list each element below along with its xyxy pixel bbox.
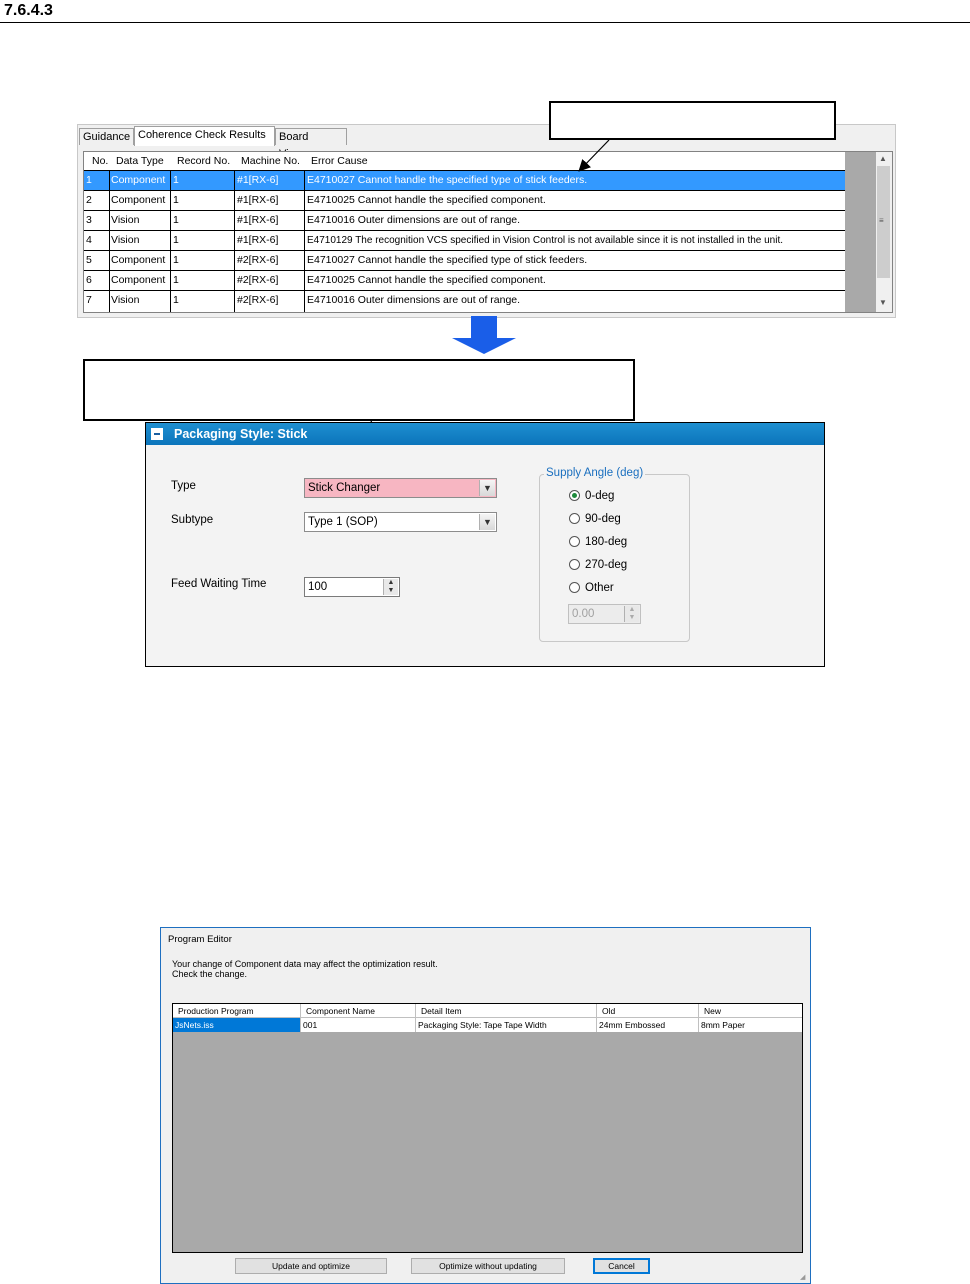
column-header-old[interactable]: Old xyxy=(597,1004,699,1018)
cell-machine-no: #1[RX-6] xyxy=(237,214,279,226)
cell-data-type: Component xyxy=(111,254,166,266)
radio-selected-icon[interactable] xyxy=(569,490,580,501)
cell-no: 3 xyxy=(86,214,92,226)
cell-error-cause: E4710027 Cannot handle the specified type of stick feeders. xyxy=(307,254,588,266)
down-arrow-icon xyxy=(452,316,516,354)
cell-error-cause: E4710016 Outer dimensions are out of range. xyxy=(307,294,521,306)
cell-data-type: Vision xyxy=(111,294,140,306)
supply-angle-legend: Supply Angle (deg) xyxy=(546,467,644,479)
radio-other[interactable]: Other xyxy=(569,582,614,594)
cell-machine-no: #2[RX-6] xyxy=(237,274,279,286)
type-value: Stick Changer xyxy=(308,482,381,494)
cell-detail-item[interactable]: Packaging Style: Tape Tape Width xyxy=(416,1018,597,1032)
radio-icon[interactable] xyxy=(569,513,580,524)
collapse-icon[interactable] xyxy=(151,428,163,440)
scroll-up-icon[interactable]: ▲ xyxy=(879,154,887,163)
chevron-down-icon[interactable]: ▼ xyxy=(479,514,495,530)
packaging-header xyxy=(146,423,824,445)
chevron-down-icon[interactable]: ▼ xyxy=(479,480,495,496)
cell-machine-no: #1[RX-6] xyxy=(237,174,279,186)
tab-board-viewer[interactable]: Board xyxy=(275,128,347,145)
feed-waiting-time-label: Feed Waiting Time xyxy=(171,578,267,590)
scroll-down-icon[interactable]: ▼ xyxy=(879,298,887,307)
update-and-optimize-button[interactable]: Update and optimize xyxy=(235,1258,387,1274)
cell-no: 4 xyxy=(86,234,92,246)
other-angle-value: 0.00 xyxy=(572,608,595,620)
subtype-label: Subtype xyxy=(171,514,214,526)
cell-no: 7 xyxy=(86,294,92,306)
column-header-machine-no[interactable]: Machine No. xyxy=(241,155,300,167)
cell-machine-no: #1[RX-6] xyxy=(237,194,279,206)
other-angle-stepper[interactable] xyxy=(568,604,641,624)
cell-data-type: Vision xyxy=(111,214,140,226)
type-label: Type xyxy=(171,480,196,492)
cell-record-no: 1 xyxy=(173,214,179,226)
column-header-record-no[interactable]: Record No. xyxy=(177,155,231,167)
tab-guidance[interactable]: Guidance xyxy=(79,128,134,145)
cell-old[interactable]: 24mm Embossed xyxy=(597,1018,699,1032)
program-editor-title: Program Editor xyxy=(168,934,232,945)
spin-arrows-icon[interactable]: ▲ ▼ xyxy=(624,606,639,622)
cell-no: 1 xyxy=(86,174,92,186)
cell-no: 2 xyxy=(86,194,92,206)
column-header-detail-item[interactable]: Detail Item xyxy=(416,1004,597,1018)
tab-coherence-check-results[interactable]: Coherence Check Results xyxy=(134,126,275,146)
radio-icon[interactable] xyxy=(569,536,580,547)
column-header-error-cause[interactable]: Error Cause xyxy=(311,155,368,167)
radio-icon[interactable] xyxy=(569,559,580,570)
cell-no: 6 xyxy=(86,274,92,286)
column-header-new[interactable]: New xyxy=(699,1004,802,1018)
cell-record-no: 1 xyxy=(173,234,179,246)
type-dropdown[interactable] xyxy=(304,478,497,498)
cell-record-no: 1 xyxy=(173,294,179,306)
resize-grip-icon[interactable]: ◢ xyxy=(800,1274,806,1281)
radio-180-deg[interactable]: 180-deg xyxy=(569,536,627,548)
cell-record-no: 1 xyxy=(173,194,179,206)
column-header-production-program[interactable]: Production Program xyxy=(173,1004,301,1018)
cell-error-cause: E4710025 Cannot handle the specified component. xyxy=(307,274,546,286)
cell-data-type: Component xyxy=(111,174,166,186)
cell-error-cause: E4710016 Outer dimensions are out of range. xyxy=(307,214,521,226)
cell-machine-no: #2[RX-6] xyxy=(237,254,279,266)
cell-record-no: 1 xyxy=(173,174,179,186)
cell-data-type: Vision xyxy=(111,234,140,246)
feed-waiting-time-stepper[interactable] xyxy=(304,577,400,597)
subtype-dropdown[interactable] xyxy=(304,512,497,532)
subtype-value: Type 1 (SOP) xyxy=(308,516,378,528)
radio-90-deg[interactable]: 90-deg xyxy=(569,513,621,525)
cell-error-cause: E4710129 The recognition VCS specified in Vision Control is not available since it is not installed in the unit. xyxy=(307,235,784,246)
section-number: 7.6.4.3 xyxy=(4,2,53,19)
cell-no: 5 xyxy=(86,254,92,266)
cell-production-program[interactable]: JsNets.iss xyxy=(173,1018,301,1032)
column-header-no[interactable]: No. xyxy=(92,155,109,167)
cell-data-type: Component xyxy=(111,274,166,286)
cell-new[interactable]: 8mm Paper xyxy=(699,1018,802,1032)
change-warning-message: Your change of Component data may affect the optimization result. Check the change. xyxy=(172,959,438,979)
column-header-data-type[interactable]: Data Type xyxy=(116,155,164,167)
program-editor-window xyxy=(160,927,811,1284)
cell-component-name[interactable]: 001 xyxy=(301,1018,416,1032)
spin-arrows-icon[interactable]: ▲ ▼ xyxy=(383,579,398,595)
optimize-without-updating-button[interactable]: Optimize without updating xyxy=(411,1258,565,1274)
feed-waiting-time-value: 100 xyxy=(308,581,328,593)
packaging-title: Packaging Style: Stick xyxy=(174,427,308,441)
cell-record-no: 1 xyxy=(173,254,179,266)
change-list-grid xyxy=(172,1003,803,1253)
radio-0-deg[interactable]: 0-deg xyxy=(569,490,614,502)
radio-icon[interactable] xyxy=(569,582,580,593)
scroll-grip-icon: ≡ xyxy=(879,216,884,225)
cell-error-cause: E4710027 Cannot handle the specified type of stick feeders. xyxy=(307,174,588,186)
callout-arrow-error xyxy=(580,140,609,170)
packaging-style-panel xyxy=(145,422,825,667)
cell-error-cause: E4710025 Cannot handle the specified component. xyxy=(307,194,546,206)
cancel-button[interactable]: Cancel xyxy=(593,1258,650,1274)
cell-record-no: 1 xyxy=(173,274,179,286)
column-header-component-name[interactable]: Component Name xyxy=(301,1004,416,1018)
cell-data-type: Component xyxy=(111,194,166,206)
radio-270-deg[interactable]: 270-deg xyxy=(569,559,627,571)
cell-machine-no: #2[RX-6] xyxy=(237,294,279,306)
cell-machine-no: #1[RX-6] xyxy=(237,234,279,246)
